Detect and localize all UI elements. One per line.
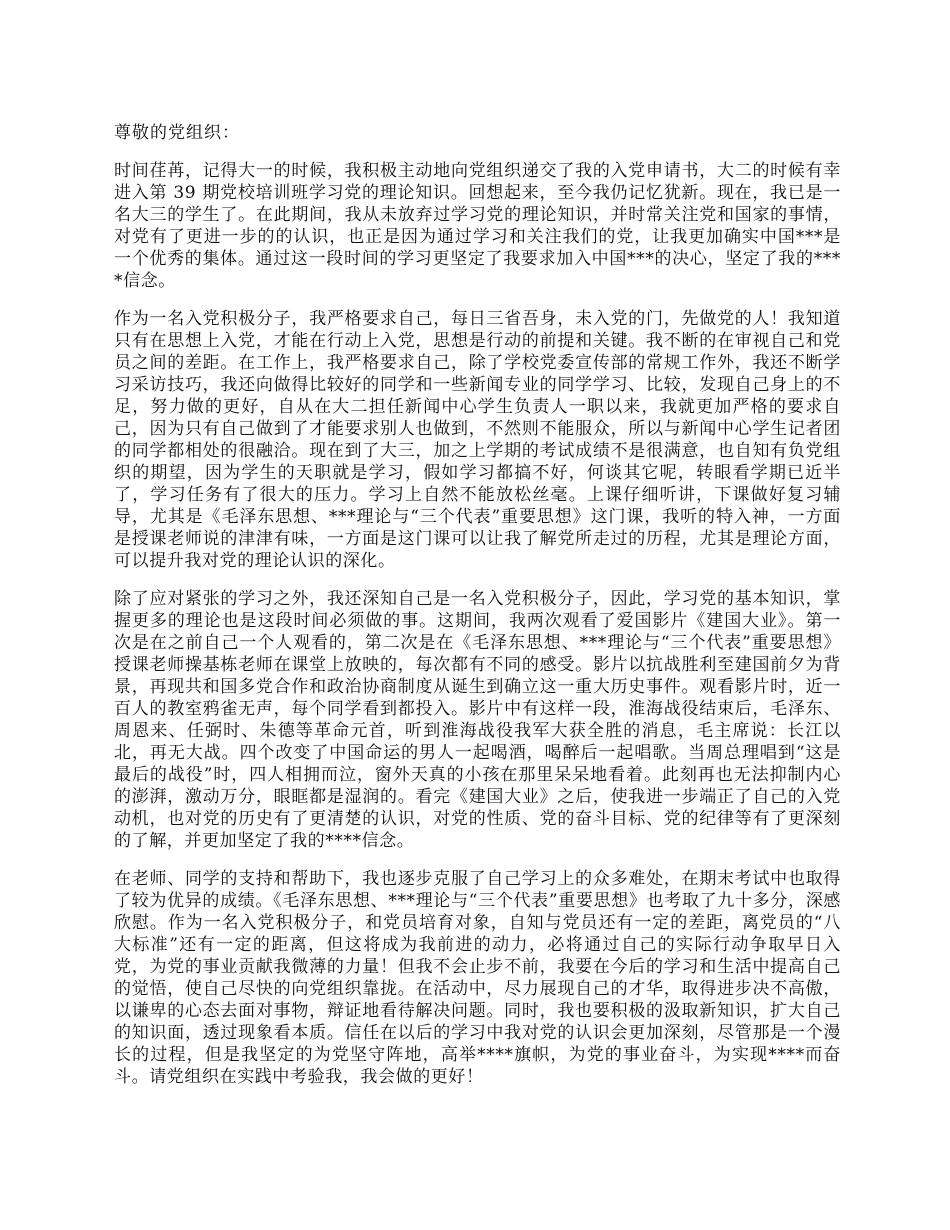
paragraph-3: 除了应对紧张的学习之外，我还深知自己是一名入党积极分子，因此，学习党的基本知识，掌握更多的理论也是这段时间必须做的事。这期间，我两次观看了爱国影片《建国大业》。第一次是在之前自己一个人观看的，第二次是在《毛泽东思想、***理论与“三个代表”重要思想》授课老师操基栋老师在课堂上放映的，每次都有不同的感受。影片以抗战胜利至建国前夕为背景，再现共和国多党合作和政治协商制度从诞生到确立这一重大历史事件。观看影片时，近一百人的教室鸦雀无声，每个同学看到都投入。影片中有这样一段，淮海战役结束后，毛泽东、周恩来、任弼时、朱德等革命元首，听到淮海战役我军大获全胜的消息，毛主席说：长江以北，再无大战。四个改变了中国命运的男人一起喝酒，喝醉后一起唱歌。当周总理唱到“这是最后的战役”时，四人相拥而泣，窗外天真的小孩在那里呆呆地看着。此刻再也无法抑制内心的澎湃，激动万分，眼眶都是湿润的。看完《建国大业》之后，使我进一步端正了自己的入党动机，也对党的历史有了更清楚的认识，对党的性质、党的奋斗目标、党的纪律等有了更深刻的了解，并更加坚定了我的****信念。 bbox=[114, 589, 841, 851]
paragraph-2: 作为一名入党积极分子，我严格要求自己，每日三省吾身，未入党的门，先做党的人！我知道只有在思想上入党，才能在行动上入党，思想是行动的前提和关键。我不断的在审视自己和党员之间的差距。在工作上，我严格要求自己，除了学校党委宣传部的常规工作外，我还不断学习采访技巧，我还向做得比较好的同学和一些新闻专业的同学学习、比较，发现自己身上的不足，努力做的更好，自从在大二担任新闻中心学生负责人一职以来，我就更加严格的要求自己，因为只有自己做到了才能要求别人也做到，不然则不能服众，所以与新闻中心学生记者团的同学都相处的很融洽。现在到了大三，加之上学期的考试成绩不是很满意，也自知有负党组织的期望，因为学生的天职就是学习，假如学习都搞不好，何谈其它呢，转眼看学期已近半了，学习任务有了很大的压力。学习上自然不能放松丝毫。上课仔细听讲，下课做好复习辅导，尤其是《毛泽东思想、***理论与“三个代表”重要思想》这门课，我听的特入神，一方面是授课老师说的津津有味，一方面是这门课可以让我了解党所走过的历程，尤其是理论方面，可以提升我对党的理论认识的深化。 bbox=[114, 309, 841, 571]
salutation: 尊敬的党组织： bbox=[114, 123, 240, 143]
letter-body bbox=[114, 122, 841, 1104]
paragraph-4: 在老师、同学的支持和帮助下，我也逐步克服了自己学习上的众多难处，在期末考试中也取得了较为优异的成绩。《毛泽东思想、***理论与“三个代表”重要思想》也考取了九十多分，深感欣慰。作为一名入党积极分子，和党员培育对象，自知与党员还有一定的差距，离党员的“八大标准”还有一定的距离，但这将成为我前进的动力，必将通过自己的实际行动争取早日入党，为党的事业贡献我微薄的力量！但我不会止步不前，我要在今后的学习和生活中提高自己的觉悟，使自己尽快的向党组织靠拢。在活动中，尽力展现自己的才华，取得进步决不高傲，以谦卑的心态去面对事物，辩证地看待解决问题。同时，我也要积极的汲取新知识，扩大自己的知识面，透过现象看本质。信任在以后的学习中我对党的认识会更加深刻，尽管那是一个漫长的过程，但是我坚定的为党坚守阵地，高举****旗帜，为党的事业奋斗，为实现****而奋斗。请党组织在实践中考验我，我会做的更好！ bbox=[114, 869, 841, 1087]
paragraph-1: 时间荏苒，记得大一的时候，我积极主动地向党组织递交了我的入党申请书，大二的时候有幸进入第 39 期党校培训班学习党的理论知识。回想起来，至今我仍记忆犹新。现在，我已是一名大三的学生了。在此期间，我从未放弃过学习党的理论知识，并时常关注党和国家的事情，对党有了更进一步的的认识，也正是因为通过学习和关注我们的党，让我更加确实中国***是一个优秀的集体。通过这一段时间的学习更坚定了我要求加入中国***的决心，坚定了我的****信念。 bbox=[114, 161, 841, 291]
